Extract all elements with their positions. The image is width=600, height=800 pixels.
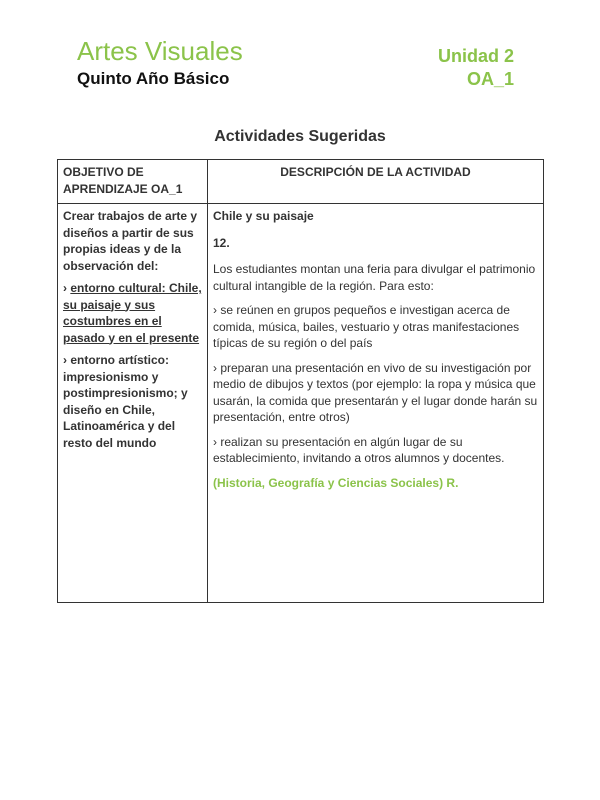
activity-step-2: › preparan una presentación en vivo de su investigación por medio de dibujos y textos (por ejemplo: la ropa y música que usarán, la comida que presentarán y el lugar donde harán su presentación, entre otros) [213, 360, 538, 424]
oa-label: OA_1 [466, 69, 514, 89]
unit-label: Unidad 2 [437, 46, 514, 66]
objective-cell [58, 204, 208, 603]
objective-column-header: OBJETIVO DE APRENDIZAJE OA_1 [58, 160, 208, 204]
page-header [77, 36, 517, 96]
objective-item-cultural-text: entorno cultural: Chile, su paisaje y sus costumbres en el pasado y en el presente [63, 281, 202, 345]
page-title: Artes Visuales [77, 36, 243, 66]
table-row [58, 204, 544, 603]
activity-cell [208, 204, 544, 603]
bullet-marker: › [63, 281, 71, 295]
activity-step-3: › realizan su presentación en algún lugar de su establecimiento, invitando a otros alumnos y docentes. [213, 434, 505, 465]
activities-table [57, 159, 544, 603]
activity-intro: Los estudiantes montan una feria para divulgar el patrimonio cultural intangible de la región. Para esto: [213, 262, 536, 293]
section-title: Actividades Sugeridas [214, 128, 386, 145]
description-column-header: DESCRIPCIÓN DE LA ACTIVIDAD [208, 160, 544, 204]
objective-item-cultural [63, 280, 202, 346]
page-subtitle: Quinto Año Básico [77, 69, 230, 88]
activity-step-1: › se reúnen en grupos pequeños e investigan acerca de comida, música, bailes, vestuario y otras manifestaciones típicas de su región o del país [213, 303, 520, 350]
table-header-row [58, 160, 544, 204]
activity-number: 12. [213, 235, 230, 250]
objective-item-artistic: › entorno artístico: impresionismo y postimpresionismo; y diseño en Chile, Latinoamérica y del resto del mundo [63, 353, 188, 450]
activity-crosslink: (Historia, Geografía y Ciencias Sociales) R. [213, 475, 459, 490]
objective-intro: Crear trabajos de arte y diseños a partir de sus propias ideas y de la observación del: [63, 209, 198, 273]
activity-heading: Chile y su paisaje [213, 209, 314, 223]
